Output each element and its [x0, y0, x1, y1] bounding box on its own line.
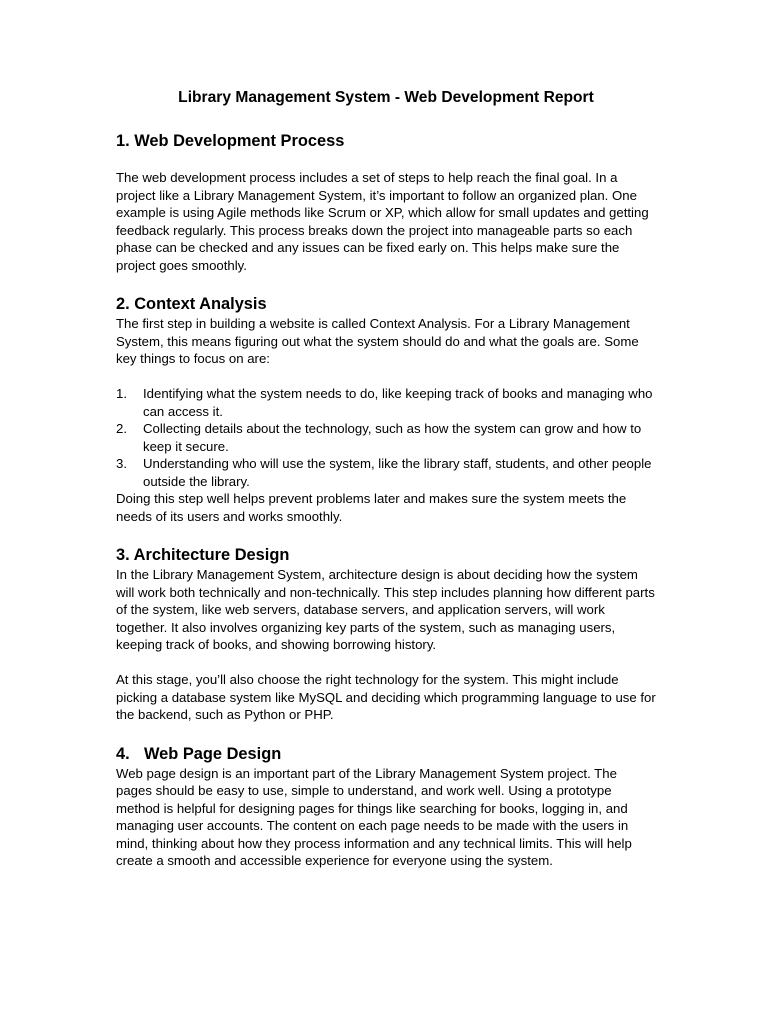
section-2-outro: Doing this step well helps prevent problems later and makes sure the system meets the needs of its users and works smoothly.	[116, 491, 627, 524]
section-heading-context-analysis: 2. Context Analysis	[116, 295, 267, 313]
list-item-number: 1.	[116, 386, 127, 401]
section-3-paragraph-2: At this stage, you’ll also choose the right technology for the system. This might include picking a database system like MySQL and deciding which programming language to use for the backend, such as Python or PHP.	[116, 672, 656, 722]
section-heading-web-page-design	[116, 743, 656, 765]
context-analysis-list	[116, 385, 656, 490]
list-item-text: Understanding who will use the system, like the library staff, students, and other people outside the library.	[143, 456, 652, 489]
list-item	[116, 420, 656, 455]
section-2-intro: The first step in building a website is called Context Analysis. For a Library Management System, this means figuring out what the system should do and what the goals are. Some key things to focus on are:	[116, 316, 639, 366]
section-1-paragraph: The web development process includes a set of steps to help reach the final goal. In a project like a Library Management System, it’s important to follow an organized plan. One example is using Agile methods like Scrum or XP, which allow for small updates and getting feedback regularly. This process breaks down the project into manageable parts so each phase can be checked and any issues can be fixed early on. This helps make sure the project goes smoothly.	[116, 170, 649, 273]
list-item-text: Collecting details about the technology, such as how the system can grow and how to keep it secure.	[143, 421, 642, 454]
section-heading-web-development-process: 1. Web Development Process	[116, 132, 345, 150]
list-item	[116, 455, 656, 490]
list-item	[116, 385, 656, 420]
list-item-number: 2.	[116, 421, 127, 436]
section-3-paragraph-1: In the Library Management System, architecture design is about deciding how the system will work both technically and non-technically. This step includes planning how different parts of the system, like web servers, database servers, and application servers, will work together. It also involves organizing key parts of the system, such as managing users, keeping track of books, and showing borrowing history.	[116, 567, 655, 652]
section-4-paragraph: Web page design is an important part of the Library Management System project. The pages should be easy to use, simple to understand, and work well. Using a prototype method is helpful for designing pages for things like searching for books, logging in, and managing user accounts. The content on each page needs to be made with the users in mind, thinking about how they process information and any technical limits. This will help create a smooth and accessible experience for everyone using the system.	[116, 765, 632, 868]
section-heading-text: Web Page Design	[144, 744, 282, 763]
list-item-text: Identifying what the system needs to do, like keeping track of books and managing who can access it.	[143, 386, 653, 419]
section-heading-architecture-design: 3. Architecture Design	[116, 546, 290, 564]
section-heading-number: 4.	[116, 744, 130, 763]
list-item-number: 3.	[116, 456, 127, 471]
document-title: Library Management System - Web Development Report	[178, 89, 594, 106]
document-content	[116, 86, 656, 870]
